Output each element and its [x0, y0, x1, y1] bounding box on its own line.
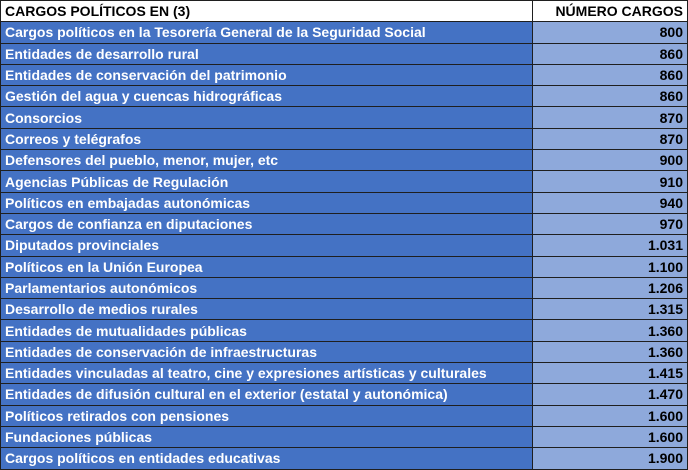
- table-row: [1, 171, 688, 192]
- row-value: 1.900: [533, 448, 688, 469]
- row-label: Parlamentarios autonómicos: [1, 277, 533, 298]
- table-row: [1, 299, 688, 320]
- row-value: 870: [533, 128, 688, 149]
- row-label: Defensores del pueblo, menor, mujer, etc: [1, 150, 533, 171]
- header-count: NÚMERO CARGOS: [533, 1, 688, 22]
- row-label: Políticos en embajadas autonómicas: [1, 192, 533, 213]
- row-value: 1.360: [533, 341, 688, 362]
- table-row: [1, 426, 688, 447]
- table-row: [1, 86, 688, 107]
- table-row: [1, 150, 688, 171]
- row-label: Fundaciones públicas: [1, 426, 533, 447]
- row-value: 870: [533, 107, 688, 128]
- row-label: Políticos retirados con pensiones: [1, 405, 533, 426]
- row-label: Entidades de desarrollo rural: [1, 43, 533, 64]
- table-row: [1, 384, 688, 405]
- row-label: Correos y telégrafos: [1, 128, 533, 149]
- table-row: [1, 22, 688, 43]
- row-value: 860: [533, 43, 688, 64]
- row-value: 1.600: [533, 426, 688, 447]
- row-label: Entidades de conservación de infraestructuras: [1, 341, 533, 362]
- row-value: 1.206: [533, 277, 688, 298]
- row-value: 860: [533, 64, 688, 85]
- table-row: [1, 277, 688, 298]
- table-row: [1, 256, 688, 277]
- table-row: [1, 107, 688, 128]
- row-label: Entidades de mutualidades públicas: [1, 320, 533, 341]
- table-row: [1, 64, 688, 85]
- row-label: Diputados provinciales: [1, 235, 533, 256]
- table-row: [1, 235, 688, 256]
- row-label: Entidades de conservación del patrimonio: [1, 64, 533, 85]
- row-value: 1.470: [533, 384, 688, 405]
- row-label: Desarrollo de medios rurales: [1, 299, 533, 320]
- table-row: [1, 341, 688, 362]
- row-value: 940: [533, 192, 688, 213]
- row-label: Gestión del agua y cuencas hidrográficas: [1, 86, 533, 107]
- row-label: Políticos en la Unión Europea: [1, 256, 533, 277]
- row-value: 1.100: [533, 256, 688, 277]
- row-label: Consorcios: [1, 107, 533, 128]
- header-row: [1, 1, 688, 22]
- row-value: 800: [533, 22, 688, 43]
- row-label: Cargos políticos en entidades educativas: [1, 448, 533, 469]
- table-row: [1, 213, 688, 234]
- row-value: 970: [533, 213, 688, 234]
- row-value: 1.600: [533, 405, 688, 426]
- row-value: 900: [533, 150, 688, 171]
- row-value: 1.360: [533, 320, 688, 341]
- table-row: [1, 363, 688, 384]
- row-value: 860: [533, 86, 688, 107]
- row-label: Cargos políticos en la Tesorería General de la Seguridad Social: [1, 22, 533, 43]
- header-category: CARGOS POLÍTICOS EN (3): [1, 1, 533, 22]
- table-row: [1, 320, 688, 341]
- table-row: [1, 405, 688, 426]
- row-value: 1.315: [533, 299, 688, 320]
- table-row: [1, 43, 688, 64]
- row-label: Entidades vinculadas al teatro, cine y expresiones artísticas y culturales: [1, 363, 533, 384]
- row-label: Entidades de difusión cultural en el exterior (estatal y autonómica): [1, 384, 533, 405]
- row-value: 1.031: [533, 235, 688, 256]
- row-value: 1.415: [533, 363, 688, 384]
- table-row: [1, 128, 688, 149]
- table-row: [1, 192, 688, 213]
- row-label: Cargos de confianza en diputaciones: [1, 213, 533, 234]
- table-row: [1, 448, 688, 469]
- row-label: Agencias Públicas de Regulación: [1, 171, 533, 192]
- row-value: 910: [533, 171, 688, 192]
